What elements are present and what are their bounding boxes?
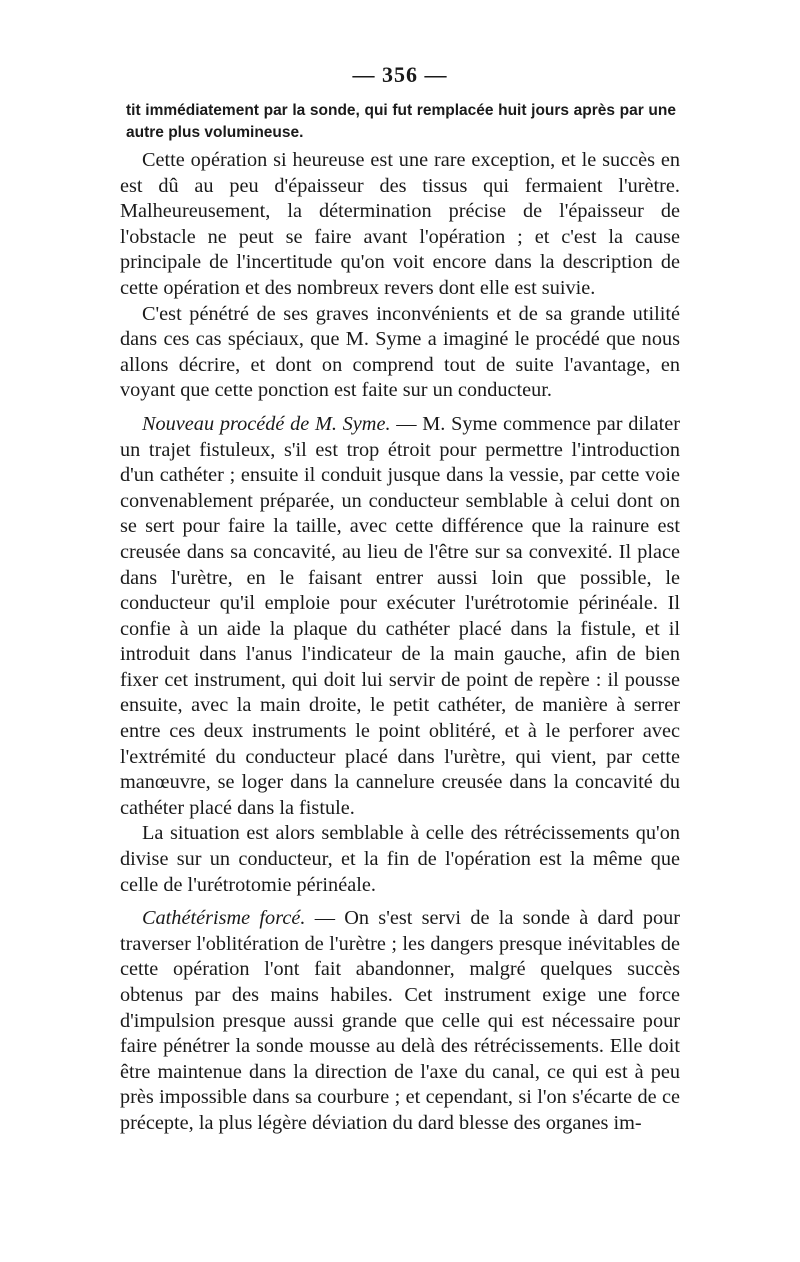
section-lead: Nouveau procédé de M. Syme. xyxy=(142,412,391,435)
section-lead: Cathétérisme forcé. xyxy=(142,907,306,930)
carried-over-note: tit immédiatement par la sonde, qui fut remplacée huit jours après par une autre plus volumineuse. xyxy=(126,102,676,141)
paragraph xyxy=(120,821,680,898)
main-text xyxy=(120,148,680,1137)
paragraph-text: C'est pénétré de ses graves inconvénients et de sa grande utilité dans ces cas spéciaux, que M. Syme a imaginé le procédé que nous allons décrire, et dont on comprend tout de suite l'avantage, en voyant que cette ponction est faite sur un conducteur. xyxy=(120,302,680,402)
paragraph xyxy=(120,906,680,1136)
paragraph xyxy=(120,302,680,404)
page-number: — 356 — xyxy=(352,62,448,87)
paragraph-text: Cette opération si heureuse est une rare exception, et le succès en est dû au peu d'épaisseur des tissus qui fermaient l'urètre. Malheureusement, la détermination précise de l'épaisseur de l'obstacle ne peut se faire avant l'opération ; et c'est la cause principale de l'incertitude qu'on voit encore dans la description de cette opération et des nombreux revers dont elle est suivie. xyxy=(120,149,680,299)
paragraph xyxy=(120,148,680,302)
paragraph xyxy=(120,412,680,822)
paragraph-text: — On s'est servi de la sonde à dard pour traverser l'oblitération de l'urètre ; les dangers presque inévitables de cette opération l'ont fait abandonner, malgré quelques succès obtenus par des mains habiles. Cet instrument exige une force d'impulsion presque aussi grande que celle qui est nécessaire pour faire pénétrer la sonde mousse au delà des rétrécissements. Elle doit être maintenue dans la direction de l'axe du canal, ce qui est à peu près impossible dans sa courbure ; et cependant, si l'on s'écarte de ce précepte, la plus légère déviation du dard blesse des organes im- xyxy=(120,907,680,1134)
paragraph-text: La situation est alors semblable à celle des rétrécissements qu'on divise sur un conducteur, et la fin de l'opération est la même que celle de l'urétrotomie périnéale. xyxy=(120,822,680,896)
paragraph-text: — M. Syme commence par dilater un trajet fistuleux, s'il est trop étroit pour permettre l'introduction d'un cathéter ; ensuite il conduit jusque dans la vessie, par cette voie convenablement préparée, un conducteur semblable à celui dont on se sert pour faire la taille, avec cette différence que la rainure est creusée dans sa concavité, au lieu de l'être sur sa convexité. Il place dans l'urètre, en le faisant entrer aussi loin que possible, le conducteur qu'il emploie pour exécuter l'urétrotomie périnéale. Il confie à un aide la plaque du cathéter placé dans la fistule, et il introduit dans l'anus l'indicateur de la main gauche, afin de bien fixer cet instrument, qui doit lui servir de point de repère : il pousse ensuite, avec la main droite, le petit cathéter, de manière à serrer entre ces deux instruments le point oblitéré, et à le perforer avec l'extrémité du conducteur placé dans l'urètre, qui vient, par cette manœuvre, se loger dans la cannelure creusée dans la concavité du cathéter placé dans la fistule. xyxy=(120,412,680,819)
